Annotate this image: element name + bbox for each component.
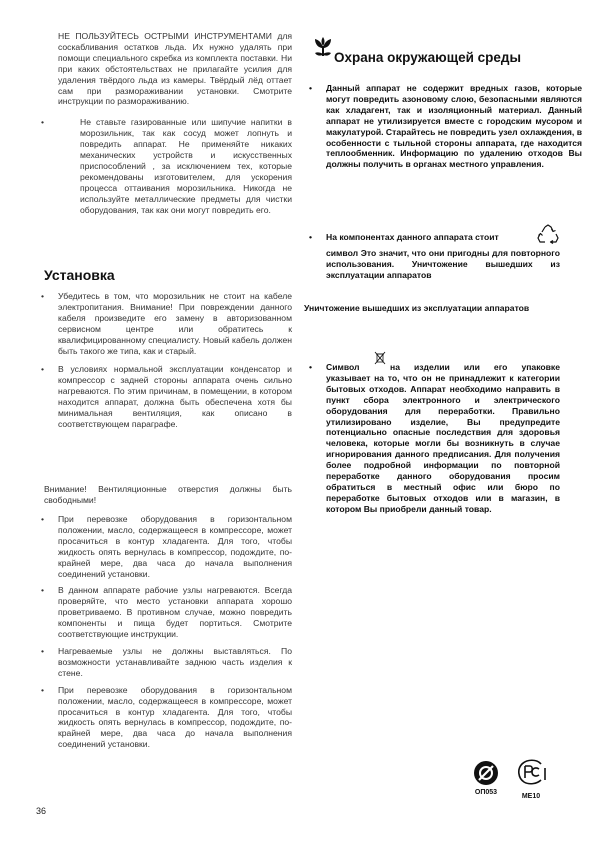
list-item: [36, 364, 292, 429]
flower-icon: [312, 36, 334, 58]
list-item-text: При перевозке оборудования в горизонтальном положении, масло, содержащееся в компрессоре, может просачиться в контур хладагента. Для того, чтобы жидкость опять вернулась в компрессор, подождите, по-крайней мере, два часа до начала выполнения соединений установки.: [58, 514, 292, 579]
list-item: [41, 117, 292, 215]
section-heading-installation: Установка: [44, 267, 115, 283]
bullet: •: [41, 514, 45, 524]
list-item-text: Не ставьте газированные или шипучие напитки в морозильник, так как сосуд может лопнуть и повредить аппарат. Не применяйте никаких механических устройств и искусственных приспособлений , за исключением тех, которые рекомендованы изготовителем, для ускорения процесса оттаивания морозильника. Никогда не используйте металлические предметы для чистки оборудования, так как они могут повредить его.: [80, 117, 292, 215]
bullet: •: [41, 645, 45, 656]
section-heading-environment: Охрана окружающей среды: [334, 50, 522, 65]
cert-code-left: ОП053: [474, 789, 498, 796]
bullet: •: [41, 117, 45, 128]
pct-mark-icon: [515, 758, 549, 786]
list-item: [36, 646, 292, 679]
bullet: •: [309, 83, 313, 93]
list-item-text: Убедитесь в том, что морозильник не стоит на кабеле электропитания. Внимание! При повреждении данного кабеля произведите его замену в авторизованном сервисном центре или обратитесь к квалифицированному специалисту. Новый кабель должен быть такого же типа, как и старый.: [58, 291, 292, 356]
bullet: •: [309, 362, 313, 372]
transport-list: [36, 514, 292, 750]
bullet: •: [41, 585, 45, 596]
list-item-text: Данный аппарат не содержит вредных газов, которые могут повредить азоновому слою, безопасными являются как хладагент, так и изоляционный материал. Данный аппарат не утилизируется вместе с городским мусором и макулатурой. Старайтесь не повредить узел охлаждения, в особенности с тыльной стороны аппарата, где находится теплообменник. Информацию по удалению отходов Вы должны получить в органах местного управления.: [326, 83, 582, 170]
list-item: [304, 83, 582, 170]
list-item-text: Символ: [326, 362, 360, 372]
list-item: [36, 685, 292, 750]
weee-paragraph: на изделии или его упаковке указывает на то, что он не принадлежит к категории бытовых отходов. Аппарат необходимо направить в пункт сбора электронного и электрического оборудования для переработки. Правильно утилизировано изделие, Вы предупредите потенциально опасные последствия для здоровья человека, которые могли бы возникнуть в случае игнорирования данного предписания. Для получения более подробной информации по повторной переработке данного оборудования просим обратиться в местный офис или бюро по переработке бытовых отходов или в магазин, в котором Вы приобрели данный товар.: [326, 362, 560, 514]
list-item-text: В условиях нормальной эксплуатации конденсатор и компрессор с задней стороны аппарата очень сильно нагреваются. По этим причинам, в помещении, в котором находится аппарат, должна быть обеспечена хотя бы минимальная вентиляция, как описано в соответствующем параграфе.: [58, 364, 292, 429]
list-item: [36, 585, 292, 640]
disposal-heading: Уничтожение вышедших из эксплуатации аппаратов: [304, 303, 530, 313]
bullet: •: [41, 364, 45, 375]
recycle-paragraph: символ Это значит, что они пригодны для повторного использования. Уничтожение вышедших из эксплуатации аппаратов: [326, 248, 560, 280]
ventilation-warning: Внимание! Вентиляционные отверстия должны быть свободными!: [44, 484, 292, 505]
list-item-text: При перевозке оборудования в горизонтальном положении, масло, содержащееся в компрессоре, может просачиться в контур хладагента. Для того, чтобы жидкость опять вернулась в компрессор, подождите, по-крайней мере, два часа до начала выполнения соединений установки.: [58, 684, 292, 750]
installation-list: [36, 291, 292, 430]
page-number: 36: [36, 806, 47, 816]
eac-mark-icon: [473, 760, 499, 786]
intro-paragraph-1: НЕ ПОЛЬЗУЙТЕСЬ ОСТРЫМИ ИНСТРУМЕНТАМИ для соскабливания остатков льда. Их нужно удалять при помощи специального скребка из комплекта поставки. Ни при каких обстоятельствах не прилагайте усилия для удаления твёрдого льда из камеры. Твёрдый лёд оттает сам при размораживании установки. Смотрите инструкции по размораживанию.: [58, 31, 292, 107]
recycle-icon: [536, 224, 560, 246]
cert-code-right: МЕ10: [521, 793, 541, 800]
bullet: •: [41, 291, 45, 301]
list-item: [36, 514, 292, 579]
list-item-text: В данном аппарате рабочие узлы нагреваются. Всегда проверяйте, что место установки аппарата хорошо проветриваемо. В противном случае, можно повредить компоненты и пища будет портиться. Смотрите соответствующие инструкции.: [58, 585, 292, 640]
bullet: •: [309, 232, 313, 242]
list-item-text: На компонентах данного аппарата стоит: [326, 232, 499, 242]
list-item: [304, 232, 526, 243]
list-item: [36, 291, 292, 356]
list-item-text: Нагреваемые узлы не должны выставляться. По возможности устанавливайте заднюю часть изделия к стене.: [58, 645, 292, 678]
bullet: •: [41, 684, 45, 695]
intro-block: [41, 31, 292, 216]
